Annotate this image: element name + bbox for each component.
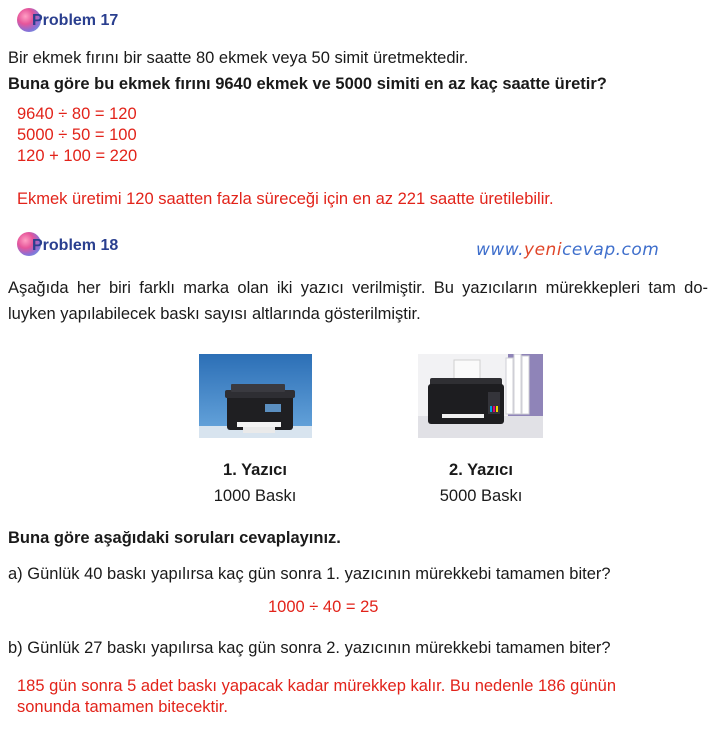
problem-17-question: Buna göre bu ekmek fırını 9640 ekmek ve 5000 simiti en az kaç saatte üretir?: [8, 75, 607, 93]
solution-line-1: 9640 ÷ 80 = 120: [17, 105, 137, 123]
printer-2-capacity: 5000 Baskı: [439, 487, 523, 505]
problem-18-intro-line-2: luyken yapılabilecek baskı sayısı altlarında gösterilmiştir.: [8, 305, 421, 323]
problem-17-title: Problem 17: [32, 12, 119, 29]
answer-b-line-2: sonunda tamamen bitecektir.: [17, 698, 228, 716]
website-watermark: [476, 240, 659, 260]
solution-line-2: 5000 ÷ 50 = 100: [17, 126, 137, 144]
problem-17-answer: Ekmek üretimi 120 saatten fazla süreceği için en az 221 saatte üretilebilir.: [17, 190, 554, 208]
solution-line-3: 120 + 100 = 220: [17, 147, 138, 165]
printer-1-name: 1. Yazıcı: [223, 461, 287, 479]
problem-18-instruction: Buna göre aşağıdaki soruları cevaplayınız.: [8, 529, 341, 547]
question-b: b) Günlük 27 baskı yapılırsa kaç gün sonra 2. yazıcının mürekkebi tamamen biter?: [8, 639, 611, 657]
problem-18-title: Problem 18: [32, 237, 119, 254]
problem-18-intro-line-1: Aşağıda her biri farklı marka olan iki yazıcı verilmiştir. Bu yazıcıların mürekkepleri tam do-: [8, 279, 708, 297]
printer-2-name: 2. Yazıcı: [449, 461, 513, 479]
question-a: a) Günlük 40 baskı yapılırsa kaç gün sonra 1. yazıcının mürekkebi tamamen biter?: [8, 565, 611, 583]
problem-17-statement: Bir ekmek fırını bir saatte 80 ekmek veya 50 simit üretmektedir.: [8, 49, 469, 67]
answer-a: 1000 ÷ 40 = 25: [268, 598, 379, 616]
answer-b-line-1: 185 gün sonra 5 adet baskı yapacak kadar mürekkep kalır. Bu nedenle 186 günün: [17, 677, 616, 695]
printer-1-capacity: 1000 Baskı: [213, 487, 297, 505]
watermark-prefix: www.: [476, 240, 525, 260]
printer-1-image: [199, 354, 312, 438]
printer-2-image: [418, 354, 543, 438]
watermark-suffix: cevap.com: [562, 240, 660, 260]
watermark-accent: yeni: [524, 240, 563, 260]
